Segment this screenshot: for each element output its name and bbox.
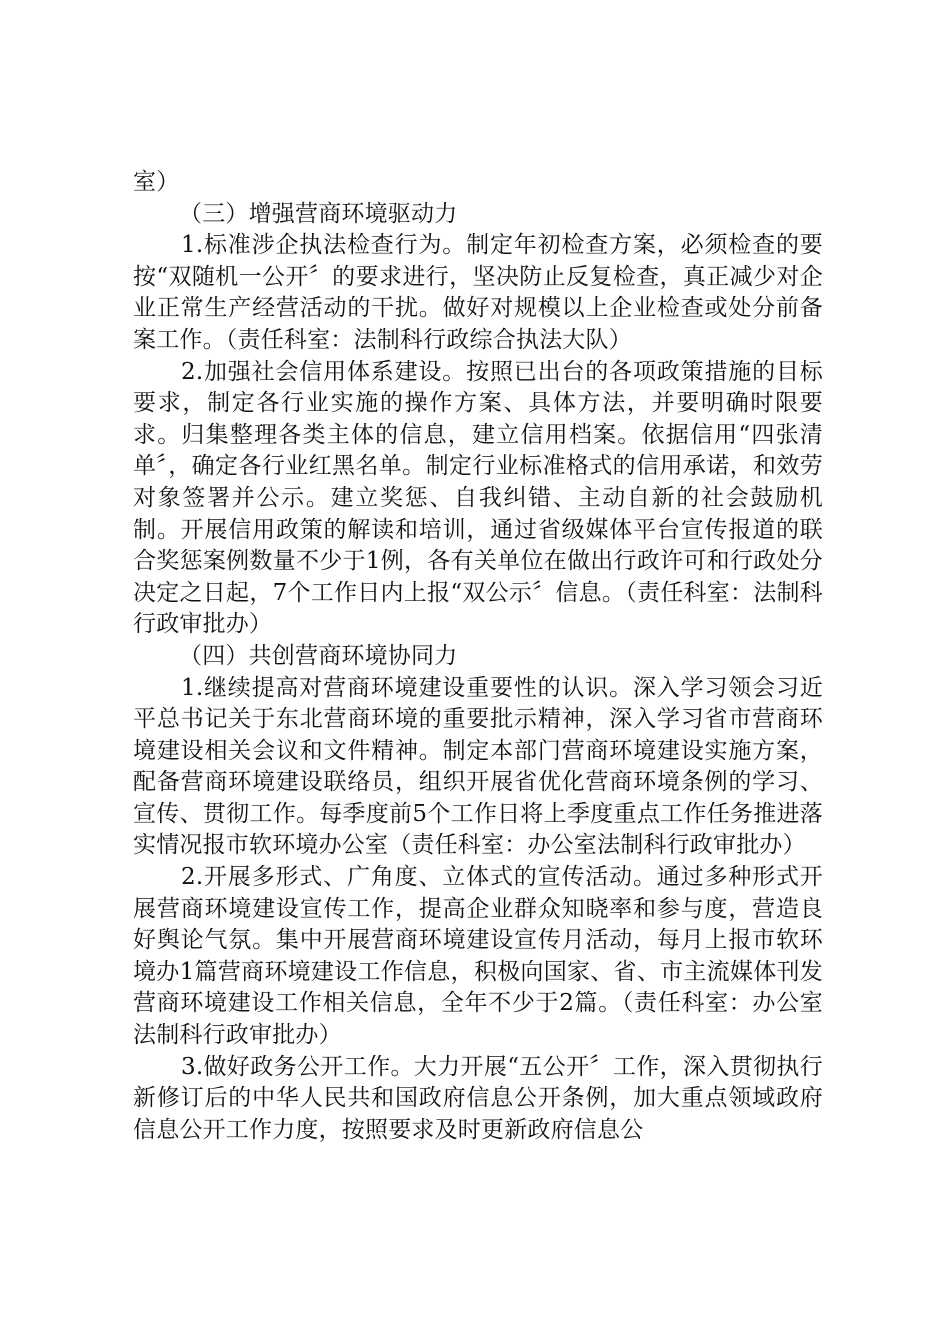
section-heading-3: （三）增强营商环境驱动力 [179, 200, 458, 227]
paragraph-3-1: 1.标准涉企执法检查行为。制定年初检查方案，必须检查的要按“双随机一公开〞的要求进行，坚决防止反复检查，真正减少对企业正常生产经营活动的干扰。做好对规模以上企业检查或处分前备案工作。（责任科室：法制科行政综合执法大队） [133, 232, 823, 353]
paragraph-4-3: 3.做好政务公开工作。大力开展“五公开〞工作，深入贯彻执行新修订后的中华人民共和国政府信息公开条例，加大重点领域政府信息公开工作力度，按照要求及时更新政府信息公 [133, 1053, 823, 1143]
paragraph-continuation: 室） [133, 169, 180, 195]
paragraph-4-1: 1.继续提高对营商环境建设重要性的认识。深入学习领会习近平总书记关于东北营商环境的重要批示精神，深入学习省市营商环境建设相关会议和文件精神。制定本部门营商环境建设实施方案，配备营商环境建设联络员，组织开展省优化营商环境条例的学习、宣传、贯彻工作。每季度前5个工作日将上季度重点工作任务推进落实情况报市软环境办公室（责任科室：办公室法制科行政审批办） [133, 674, 823, 859]
paragraph-3-2: 2.加强社会信用体系建设。按照已出台的各项政策措施的目标要求，制定各行业实施的操作方案、具体方法，并要明确时限要求。归集整理各类主体的信息，建立信用档案。依据信用“四张清单〞，确定各行业红黑名单。制定行业标准格式的信用承诺，和效劳对象签署并公示。建立奖惩、自我纠错、主动自新的社会鼓励机制。开展信用政策的解读和培训，通过省级媒体平台宣传报道的联合奖惩案例数量不少于1例，各有关单位在做出行政许可和行政处分决定之日起，7个工作日内上报“双公示〞信息。（责任科室：法制科行政审批办） [133, 358, 823, 638]
paragraph-4-2: 2.开展多形式、广角度、立体式的宣传活动。通过多种形式开展营商环境建设宣传工作，提高企业群众知晓率和参与度，营造良好舆论气氛。集中开展营商环境建设宣传月活动，每月上报市软环境办1篇营商环境建设工作信息，积极向国家、省、市主流媒体刊发营商环境建设工作相关信息，全年不少于2篇。（责任科室：办公室法制科行政审批办） [133, 864, 823, 1049]
section-heading-4: （四）共创营商环境协同力 [179, 642, 458, 669]
document-body [133, 167, 823, 1146]
